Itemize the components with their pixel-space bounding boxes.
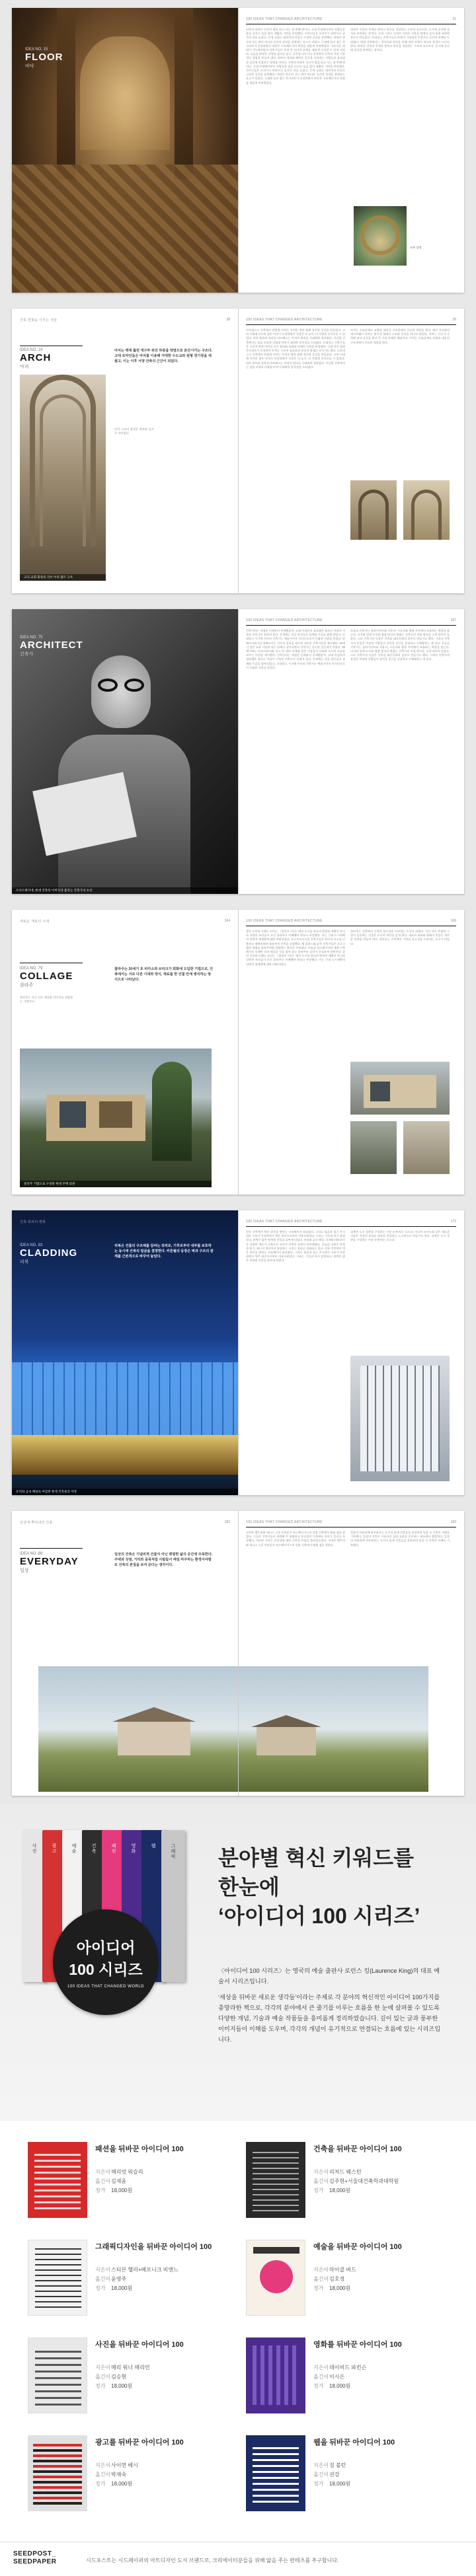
arch-detail-photo [350,480,397,540]
header-rule [20,1548,83,1549]
idea-title: EVERYDAY [20,1556,79,1567]
collage-detail-photo [350,1062,450,1115]
section-head: 건축 외피의 변화 [20,1220,46,1224]
book-cover [246,2240,305,2316]
idea-title-ko: 건축가 [20,652,34,657]
book-translator: 옮긴이김재윤 [95,2178,127,2184]
book-title: 예술을 뒤바꾼 아이디어 100 [313,2243,402,2251]
publisher-logo: SEEDPOST_ SEEDPAPER [13,2550,57,2565]
book-author: 지은이리처드 웨스턴 [313,2169,362,2175]
book-author: 지은이사이먼 베시 [95,2462,138,2468]
book-translator: 옮긴이윤영주 [95,2276,127,2282]
gutter [238,910,239,1195]
book-title: 광고를 뒤바꾼 아이디어 100 [95,2439,184,2447]
page-number: 173 [450,1220,456,1224]
floor-heading [25,48,63,69]
book-title: 영화를 뒤바꾼 아이디어 100 [313,2341,402,2349]
idea-title: COLLAGE [20,971,73,982]
book-spine: 건축 [82,1830,106,1982]
badge-sub: 100 IDEAS THAT CHANGED WORLD [67,1985,145,1989]
idea-title-ko: 바닥 [25,64,34,69]
body-column-2: 바닥은 건물의 무게를 받치고 하중을 전달하는 구조적 요소이자, 동시에 공간에 질서를 부여하는 장치다. 고대 그리스 신전의 기단은 건물을 땅에서 들어 올려 특별한 장소로 만들었다. 르네상스 건축가들은 바닥의 기하학적 문양으로 공간의 비례를 드러냈다. 현대 건축에서는 경사로와 단차를 통해 바닥 자체가 하나의 풍경이 되기도 한다. 바닥은 건물의 무게를 받치고 하중을 전달하는 구조적 요소이자, 동시에 공간에 질서를 부여하는 장치다. [350,28,450,52]
book-price: 정가 18,000원 [313,2383,351,2389]
floor-caption: 도판 설명 [410,246,422,249]
promo-title [218,1843,456,1931]
architect-caption: 르코르뷔지에, 현대 건축의 아버지라 불리는 건축가의 초상 [12,887,238,894]
book-spread [12,8,464,293]
page-number: 164 [224,919,230,923]
arch-heading [20,348,51,370]
running-head: 100 IDEAS THAT CHANGED ARCHITECTURE [246,318,323,322]
spread-architect [0,601,476,902]
book-spread [12,609,464,894]
book-author: 지은이해리엇 워슬리 [95,2169,143,2175]
header-rule [246,625,456,626]
badge-line-1: 아이디어 [76,1939,136,1956]
side-note: 콜라주는 서로 다른 재료와 이미지를 결합하는 기법이다. [20,996,73,1004]
idea-tag: IDEA NO. 88 [20,1552,43,1556]
badge-line-2: 100 시리즈 [69,1961,143,1978]
page-number: 182 [224,1520,230,1524]
book-spread [12,1210,464,1495]
body-column-1: 건축의 바닥은 인간이 땅을 딛고 서는 첫 번째 면이다. 고대 문명에서부터 사람들은 흙을 다지고 돌을 깔아 생활의 기반을 마련했다. 로마인들은 모자이크 바닥으로 공간의 격을 높였고, 중세 교회는 대리석과 타일로 신성한 공간을 표현했다. 바닥은 단순히 걷는 면이 아니라 공간의 성격을 결정하는 요소가 되었다. 근대에 들어 철근 콘크리트가 등장하면서 바닥은 구조체로서의 역할을 새롭게 부여받았다. 자유로운 평면이 가능해지면서 건축가들은 층과 층 사이의 관계를 새롭게 구성할 수 있게 되었다. 오늘날 바닥은 난방과 설비를 품고, 공간을 나누거나 연결하며 건축의 가장 기본적인 경험을 만들어 낸다. 바닥의 재료와 패턴은 공간을 이용하는 사람들의 움직임과 감각에 직접적인 영향을 미친다. 건축의 바닥은 인간이 땅을 딛고 서는 첫 번째 면이다. 고대 문명에서부터 사람들은 흙을 다지고 돌을 깔아 생활의 기반을 마련했다. 로마인들은 모자이크 바닥으로 공간의 격을 높였고, 중세 교회는 대리석과 타일로 신성한 공간을 표현했다. 바닥은 단순히 걷는 면이 아니라 공간의 성격을 결정하는 요소가 되었다. 근대에 들어 철근 콘크리트가 등장하면서 바닥은 구조체로서의 역할을 새롭게 부여받았다. [246,28,345,85]
book-cover [28,2240,87,2316]
gutter [238,1511,239,1796]
book-price: 정가 18,000원 [95,2481,133,2487]
book-title: 건축을 뒤바꾼 아이디어 100 [313,2145,402,2153]
right-page [238,1210,464,1495]
spread-everyday [0,1503,476,1804]
floor-detail-photo [354,206,407,266]
book-title: 패션을 뒤바꾼 아이디어 100 [95,2145,184,2153]
book-cover [28,2435,87,2511]
book-author: 지은이마이클 버드 [313,2267,356,2273]
body-column-1: 건축가라는 직업은 언제부터 존재했을까. 고대 이집트의 임호텝은 최초로 이름이 기록된 건축가로 알려져 있다. 중세에는 석공 장인들이 설계와 시공을 함께 맡았고, 르네상스 시기에 이르러 건축가는 예술가이자 지식인으로서 독립된 지위를 얻었다. 알베르티와 브루넬레스키는 이론과 실천을 겸비한 새로운 건축가상을 제시했다. 19세기 전문 교육 기관과 직능 단체가 생겨나면서 건축가는 공인된 전문직이 되었다. 20세기에는 르코르뷔지에, 미스 반 데어 로에와 같은 거장들이 사회와 도시의 모습을 바꾸는 비전을 제시했다. 건축가라는 직업은 언제부터 존재했을까. 고대 이집트의 임호텝은 최초로 이름이 기록된 건축가로 알려져 있다. 중세에는 석공 장인들이 설계와 시공을 함께 맡았고, 르네상스 시기에 이르러 건축가는 예술가이자 지식인으로서 독립된 지위를 얻었다. [246,629,345,669]
book-item[interactable] [246,2337,444,2430]
book-author: 지은이스티븐 헬러+베로니크 비엔느 [95,2267,178,2273]
book-title: 사진을 뒤바꾼 아이디어 100 [95,2341,184,2349]
book-translator: 옮긴이권강 [313,2472,340,2478]
book-spine: 광고 [42,1830,66,1982]
book-spine: 사진 [22,1830,46,1982]
page-number: 165 [450,919,456,923]
arch-photo [20,375,106,581]
side-note: 아치 구조의 발전은 볼트와 돔으로 이어졌다. [114,427,154,435]
series-badge [53,1909,159,2015]
right-page [238,309,464,593]
gutter [238,1210,239,1495]
book-translator: 옮긴이김승현 [95,2374,127,2380]
gutter [238,8,239,293]
promo-title-line-2: 한눈에 [218,1875,280,1899]
arch-detail-photo-2 [403,480,450,540]
book-translator: 옮긴이박재숙 [95,2472,127,2478]
book-item[interactable] [246,2435,444,2528]
idea-tag: IDEA NO. 19 [20,348,43,352]
cladding-heading [20,1243,77,1265]
gutter [238,609,239,894]
idea-tag: IDEA NO. 79 [20,967,43,971]
running-head: 100 IDEAS THAT CHANGED ARCHITECTURE [246,919,323,923]
book-cover [246,2435,305,2511]
running-head: 100 IDEAS THAT CHANGED ARCHITECTURE [246,1520,323,1524]
book-translator: 옮긴이이시은 [313,2374,345,2380]
page-number: 38 [226,318,230,322]
promo-body [218,1966,443,2045]
idea-tag: IDEA NO. 75 [20,636,43,640]
idea-title: ARCHITECT [20,640,83,651]
gutter [238,309,239,593]
left-page [12,309,238,593]
book-author: 지은이데이비드 파킨슨 [313,2365,367,2371]
body-column-1: 로버트 벤투리와 데니스 스콧 브라운은 라스베이거스의 상업 건축에서 배울 점을 찾았다. 그들은 건축가들이 외면해 온 평범하고 통속적인 건물에도 의미가 있다고 주장했다. 이러한 시각은 일상성에 대한 건축적 관심을 불러일으켰다. 로버트 벤투리와 데니스 스콧 브라운은 라스베이거스의 상업 건축에서 배울 점을 찾았다. [246,1531,345,1547]
cladding-detail-photo [350,1356,450,1481]
left-page [12,1210,238,1495]
book-spine: 예술 [62,1830,86,1982]
right-page [238,910,464,1195]
book-cover [28,2337,87,2413]
book-spread [12,1511,464,1796]
body-column-1: 콜린 로우와 프레드 코터는 《콜라주 시티》에서 도시를 하나의 완결된 계획이 아니라 다양한 조각들이 모인 콜라주로 이해해야 한다고 주장했다. 이는 근대 도시계획의 전면적 재개발에 대한 비판이었다. 포스트모더니즘 건축가들은 역사적 요소를 인용하고 재배치하며 콜라주적 건축을 실험했다. 렘 콜하스와 같은 건축가들은 프로그램과 형태를 콜라주처럼 결합하는 방식을 선보였다. 오늘날 리노베이션과 재생 건축에서도 오래된 것과 새로운 것을 겹쳐 놓는 콜라주의 감각이 중요하게 작용한다. 콜린 로우와 프레드 코터는 《콜라주 시티》에서 도시를 하나의 완결된 계획이 아니라 다양한 조각들이 모인 콜라주로 이해해야 한다고 주장했다. 이는 근대 도시계획의 전면적 재개발에 대한 비판이었다. [246,930,345,966]
idea-tag: IDEA NO. 83 [20,1243,43,1247]
collage-heading [20,967,73,988]
idea-title-ko: 일상 [20,1568,29,1573]
architect-heading [20,636,83,657]
book-price: 정가 18,000원 [95,2285,133,2291]
idea-title: FLOOR [25,52,63,63]
book-spine: 패션 [102,1830,126,1982]
book-price: 정가 18,000원 [313,2285,351,2291]
book-price: 정가 18,000원 [95,2188,133,2193]
promo-body-2: ‘세상을 뒤바꾼 새로운 생각들’이라는 주제로 각 분야의 혁신적인 아이디어 100가지를 총망라한 책으로, 각각의 분야에서 큰 줄기를 이루는 흐름을 한 눈에 살펴볼 수 있도록 다양한 개념, 기술과 예술 작품들을 흥미롭게 정리하였습니다. 깊이 있는 글과 풍부한 이미지들이 이해를 도우며, 각각의 개념이 유기적으로 연결되는 흐름에 있는 시리즈입니다. [218,1994,441,2043]
page-number: 39 [452,318,456,322]
lead-text: 피복은 건물의 구조체를 감싸는 외피로, 기후로부터 내부를 보호하는 동시에 건축의 얼굴을 결정한다. 커튼월의 등장은 벽과 구조의 관계를 근본적으로 바꾸어 놓았다. [114,1244,214,1259]
running-head: 100 IDEAS THAT CHANGED ARCHITECTURE [246,1220,323,1224]
promo-body-1: 〈아이디어 100 시리즈〉는 영국의 예술 출판사 로런스 킹(Laurence King)의 대표 예술서 시리즈입니다. [218,1968,440,1985]
book-price: 정가 18,000원 [95,2383,133,2389]
promo-title-line-1: 분야별 혁신 키워드를 [218,1846,414,1870]
idea-title: CLADDING [20,1247,78,1259]
book-spine: 웹 [141,1830,165,1982]
running-head: 100 IDEAS THAT CHANGED ARCHITECTURE [246,618,323,622]
body-column-2: 일본의 아틀리에 바우와우는 도시의 틈새 건물들을 관찰하며 일상 속 건축의 지혜를 기록했다. 일상의 건축은 사용자의 삶과 습관을 존중하는 태도에서 출발한다. 일본의 아틀리에 바우와우는 도시의 틈새 건물들을 관찰하며 일상 속 건축의 지혜를 기록했다. [350,1531,450,1547]
running-head: 100 IDEAS THAT CHANGED ARCHITECTURE [246,17,323,21]
book-price: 정가 18,000원 [313,2188,351,2193]
book-title: 그래픽디자인을 뒤바꾼 아이디어 100 [95,2243,212,2251]
page-number: 31 [452,17,456,21]
series-promo [0,1804,476,2576]
arch-caption: 고딕 교회 회랑의 리브 아치 볼트 구조 [20,574,106,581]
idea-title-ko: 콜라주 [20,983,34,988]
collage-detail-photo-3 [403,1121,450,1174]
idea-title-ko: 아치 [20,365,29,369]
cladding-caption: 유리와 금속 패널로 마감한 현대 건축물의 야경 [12,1489,238,1495]
book-price: 정가 18,000원 [313,2481,351,2487]
promo-title-line-3: ‘아이디어 100 시리즈’ [218,1904,420,1928]
lead-text: 콜라주는 20세기 초 피카소와 브라크가 회화에 도입한 기법으로, 건축에서는 서로 다른 시대와 양식, 재료를 한 건물 안에 병치하는 방식으로 나타났다. [114,967,214,982]
page-number: 183 [450,1520,456,1524]
book-cover [246,2337,305,2413]
right-page [238,8,464,293]
left-page [12,8,238,293]
idea-tag: IDEA NO. 15 [25,48,48,52]
book-author: 지은이짐 볼턴 [313,2462,346,2468]
body-column-2: 오늘날 건축가는 클라이언트와 사용자, 시공자와 행정 사이에서 조율하는 역할을 맡는다. 디지털 설계 도구와 협업 방식의 변화는 건축가의 작업 방식을 크게 바꾸어 놓았다. 스타 건축가의 등장은 건축을 대중문화의 일부로 만들기도 했다. 그러나 건축가의 본질은 여전히 사람들이 살아갈 공간을 상상하고 구체화하는 데 있다. 오늘날 건축가는 클라이언트와 사용자, 시공자와 행정 사이에서 조율하는 역할을 맡는다. 디지털 설계 도구와 협업 방식의 변화는 건축가의 작업 방식을 크게 바꾸어 놓았다. 스타 건축가의 등장은 건축을 대중문화의 일부로 만들기도 했다. 그러나 건축가의 본질은 여전히 사람들이 살아갈 공간을 상상하고 구체화하는 데 있다. [350,629,450,661]
collage-photo [20,1049,212,1187]
section-head: 새로운 재료의 시대 [20,920,50,924]
book-item[interactable] [28,2240,226,2332]
left-page [12,609,238,894]
section-head: 건축 원형을 이루는 것들 [20,318,58,322]
lead-text: 일상의 건축은 기념비적 건물이 아닌 평범한 삶의 공간에 주목한다. 주택과 상점, 거리와 골목처럼 사람들이 매일 마주하는 환경이야말로 건축의 본질을 보여 준다는 생각이다. [114,1553,213,1567]
book-translator: 옮긴이김호정 [313,2276,345,2282]
left-page [12,910,238,1195]
right-page [238,609,464,894]
spread-cladding [0,1202,476,1503]
book-item[interactable] [246,2240,444,2332]
header-rule [246,1226,456,1227]
collage-detail-photo-2 [350,1121,397,1174]
idea-title-ko: 피복 [20,1260,29,1265]
footer [0,2542,476,2576]
book-spread [12,309,464,593]
book-cover [28,2142,87,2218]
book-item[interactable] [28,2435,226,2528]
body-column-1: 로마네스크 건축에서 반원형 아치는 두꺼운 벽과 함께 장중한 공간을 만들었다. 고딕 시대에 이르러 첨두 아치가 등장하면서 건물은 더 높이, 더 가볍게 솟아오를 수 있었다. 리브 볼트와 플라잉 버트레스는 아치의 원리를 극대화한 결과였다. 이슬람 건축에서는 말굽 모양과 다엽형 아치가 화려한 장식성을 드러냈다. 르네상스 건축가들은 고전적 반원 아치를 다시 불러와 조화와 비례의 미학을 완성했다. 근대 이후 철과 콘크리트가 등장하며 아치는 구조적 필요보다 상징적 형태로 쓰이기도 했다. 로마네스크 건축에서 반원형 아치는 두꺼운 벽과 함께 장중한 공간을 만들었다. 고딕 시대에 이르러 첨두 아치가 등장하면서 건물은 더 높이, 더 가볍게 솟아오를 수 있었다. 리브 볼트와 플라잉 버트레스는 아치의 원리를 극대화한 결과였다. 이슬람 건축에서는 말굽 모양과 다엽형 아치가 화려한 장식성을 드러냈다. [246,328,345,369]
book-item[interactable] [28,2142,226,2234]
book-item[interactable] [246,2142,444,2234]
footer-text: 시드포스트는 시드페이퍼의 아트디자인 도서 브랜드로, 크리에이터분들을 위해 앎을 주는 편테츠를 추구합니다. [86,2558,339,2563]
everyday-photo [38,1666,428,1792]
spread-collage [0,902,476,1202]
page-number: 157 [450,618,456,622]
everyday-heading [20,1552,79,1574]
book-spine: 영화 [122,1830,145,1982]
lead-text: 아치는 벽에 뚫린 개구부 위의 하중을 양옆으로 분산시키는 구조다. 고대 로마인들은 아치를 이용해 거대한 수도교와 원형 경기장을 세웠고, 이는 이후 서양 건축의 근간이 되었다. [114,349,213,363]
book-title: 웹을 뒤바꾼 아이디어 100 [313,2439,395,2447]
book-cover [246,2142,305,2218]
body-column-2: 아치는 오늘날에도 교량과 대공간 구조물에서 중요한 역할을 한다. 에로 사리넨의 게이트웨이 아치는 현수선 형태로 구조와 상징을 하나로 엮었다. 아치는 인류가 중력에 맞서 공간을 열어 온 가장 오래된 해답이다. 아치는 오늘날에도 교량과 대공간 구조물에서 중요한 역할을 한다. [350,328,450,344]
header-rule [246,324,456,325]
body-column-2: 콜라주는 건축에서 기억과 장소성을 드러내는 도구가 되었다. 서로 다른 층위의 시간이 공존하는 건물은 도시의 역사를 읽게 한다. 재료의 대비와 형태의 충돌은 새로운 미학을 만들어 낸다. 콜라주는 건축에서 기억과 장소성을 드러내는 도구가 되었다. [350,930,450,945]
collage-caption: 콜라주 기법으로 구성한 현대 주택 외관 [20,1181,212,1187]
spread-floor [0,0,476,301]
book-author: 지은이메리 워너 매리언 [95,2365,150,2371]
book-translator: 옮긴이김주현+서울대건축학과대학원 [313,2178,399,2184]
idea-title: ARCH [20,352,52,363]
book-spine: 그래픽 [161,1830,185,1982]
body-column-2: 피복은 도시 경관을 구성하는 가장 눈에 띄는 요소다. 미디어 파사드와 같은 새로운 기술은 건물의 외피를 정보를 전달하는 스크린으로 만들기도 한다. 피복은 도시 경관을 구성하는 가장 눈에 띄는 요소다. [350,1230,450,1242]
body-column-1: 전통 건축에서 벽은 하중을 받치는 구조체이자 외피였다. 그러나 철골과 철근 콘크리트 구조가 등장하면서 벽은 하중으로부터 자유로워졌다. 구조는 기둥과 보가 담당하고, 외벽은 얇은 막처럼 건물을 감싸게 되었다. 유리와 금속 패널, 석재와 테라코타 등 다양한 재료가 피복으로 쓰이며 건축의 표정이 풍부해졌다. 오늘날 피복은 단열과 환기, 에너지 생산까지 담당하는 고성능 외피로 진화하고 있다. 전통 건축에서 벽은 하중을 받치는 구조체이자 외피였다. 그러나 철골과 철근 콘크리트 구조가 등장하면서 벽은 하중으로부터 자유로워졌다. 구조는 기둥과 보가 담당하고, 외벽은 얇은 막처럼 건물을 감싸게 되었다. [246,1230,345,1263]
book-item[interactable] [28,2337,226,2430]
book-spread [12,910,464,1195]
section-head: 일상에 뿌리내린 건축 [20,1521,53,1525]
spread-arch [0,301,476,601]
